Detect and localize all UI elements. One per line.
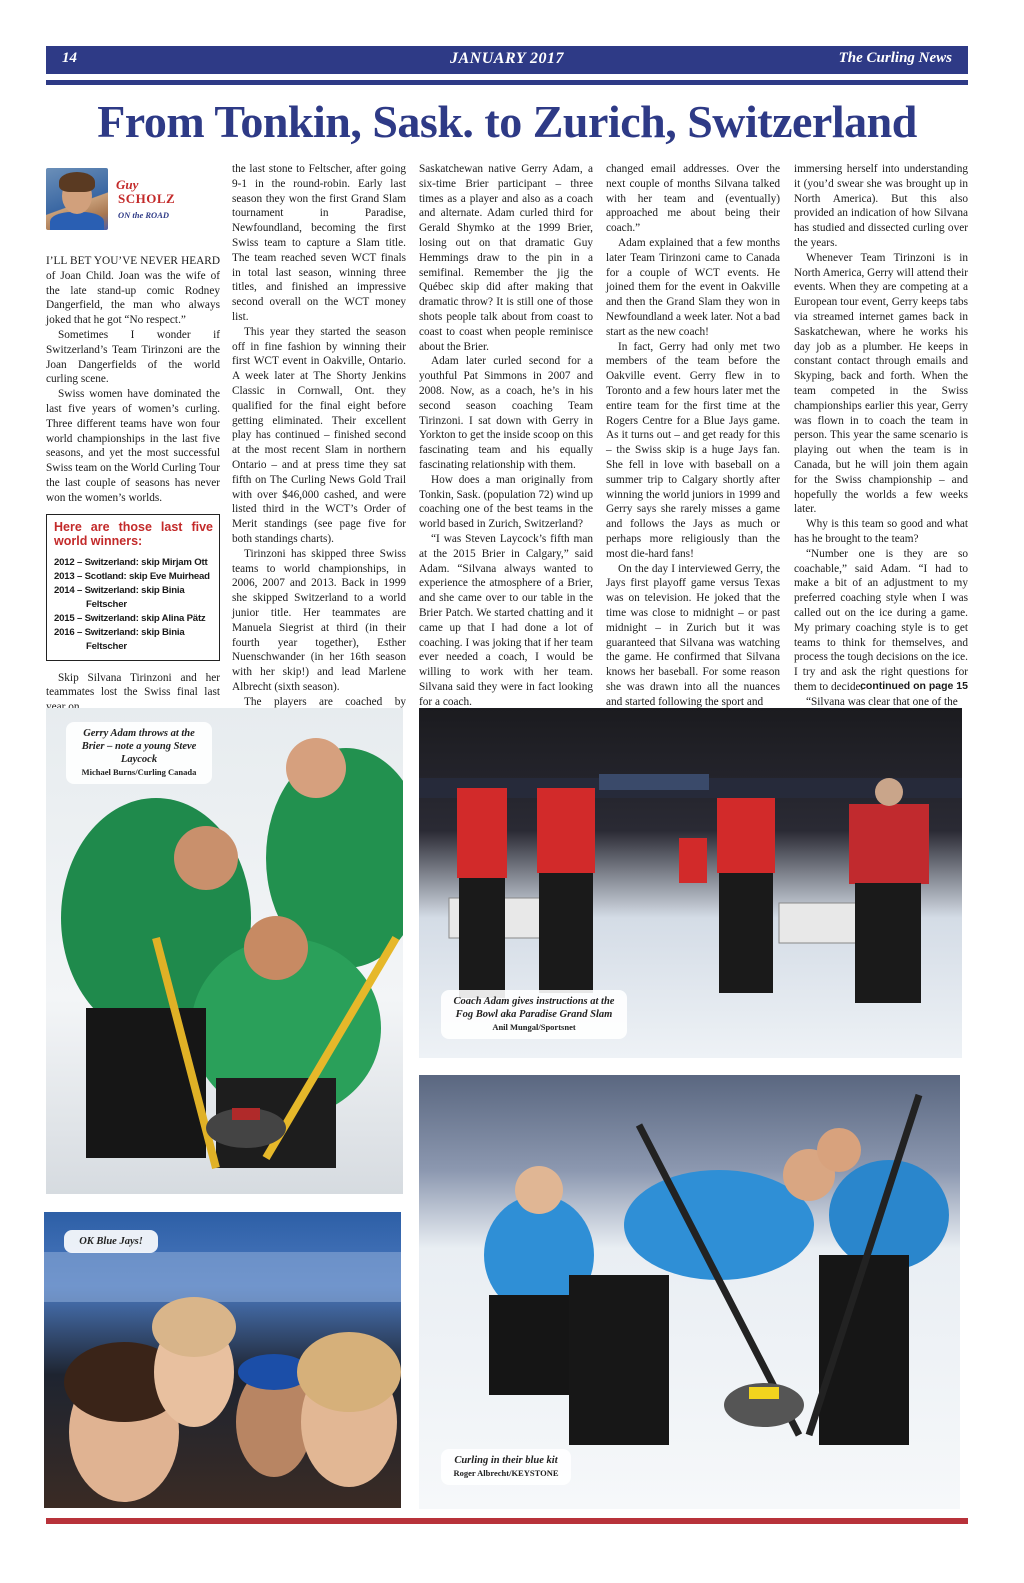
footer-divider [46, 1518, 968, 1524]
photo-caption: OK Blue Jays! [64, 1230, 158, 1253]
winner-item: 2014 – Switzerland: skip Binia Feltscher [54, 584, 185, 610]
article-paragraph: Adam explained that a few months later Team Tirinzoni came to Canada for a couple of WCT events. He joined them for the event in Oakville and then the Grand Slam they won in Newfoundland a week later. Not a bad start as the new coach! [606, 236, 780, 338]
photo-coach-instructions [419, 708, 962, 1058]
header-divider [46, 80, 968, 85]
photo-caption: Gerry Adam throws at the Brier – note a young Steve Laycock Michael Burns/Curling Canada [66, 722, 212, 784]
article-column-1 [46, 162, 220, 715]
article-paragraph: Skip Silvana Tirinzoni and her teammates lost the Swiss final last [46, 671, 220, 699]
article-paragraph: Why is this team so good and what has he brought to the team? [794, 518, 968, 545]
column-tag: ON the ROAD [118, 210, 170, 220]
article-column-3 [419, 162, 593, 724]
winners-title: Here are those last five world winners: [54, 519, 213, 548]
photo-caption: Coach Adam gives instructions at the Fog Bowl aka Paradise Grand Slam Anil Mungal/Sportsnet [441, 990, 627, 1039]
masthead-bar [46, 46, 968, 74]
photo-brier-throw [46, 708, 403, 1194]
article-paragraph: “Number one is they are so coachable,” said Adam. “I had to make a bit of an adjustment to my preferred coaching style when I was called out on the ice during a game. My primary coaching style is to get teams to think for themselves, and process the tough decisions on the ice. I try and ask the right questions for them to decide. [794, 547, 968, 693]
issue-date: JANUARY 2017 [449, 50, 564, 67]
article-paragraph: Adam later curled second for a youthful Pat Simmons in 2007 and 2008. Now, as a coach, he’s in his second season coaching Team Tirinzoni. I sat down with Gerry in Yorkton to get the inside scoop on this fascinating team and his equally fascinating relationship with them. [419, 355, 593, 471]
article-paragraph: Sometimes I wonder if Switzerland’s Team Tirinzoni are the Joan Dangerfields of the world curling scene. [46, 328, 220, 386]
continued-link[interactable]: continued on page 15 [860, 680, 968, 692]
article-paragraph: In fact, Gerry had only met two members of the team before the Oakville event. Gerry flew in to Toronto and a few hours later met the entire team for the first time at the Rogers Centre for a Blue Jays game. As it turns out – and get ready for this – the Swiss skip is a huge Jays fan. She fell in love with baseball on a summer trip to Calgary shortly after winning the world juniors in 1999 and Gerry says she rarely misses a game and follows the Jays as much or perhaps more religiously than the most die-hard fans! [606, 340, 780, 560]
article-paragraph: Tirinzoni has skipped three Swiss teams to world championships, in 2006, 2007 and 2013. Back in 1999 she skipped Switzerland to a world junior title. Her teammates are Manuela Siegrist at third (in their fourth year together), Esther Nuenschwander (in her 16th season with her skip!) and lead Marlene Albrecht (sixth season). [232, 547, 406, 693]
photo-blue-jays [44, 1212, 401, 1508]
article-paragraph: How does a man originally from Tonkin, Sask. (population 72) wind up coaching one of the best teams in the world based in Zurich, Switzerland? [419, 473, 593, 531]
article-column-2 [232, 162, 406, 724]
winners-list [54, 556, 213, 654]
byline [46, 162, 220, 254]
author-last-name: SCHOLZ [118, 191, 176, 206]
photo-illustration [419, 1075, 960, 1509]
article-paragraph: immersing herself into understanding it (you’d swear she was brought up in North America). But this also provided an indication of how Silvana has studied and dissected curling over the years. [794, 163, 968, 249]
winners-sidebar [46, 514, 220, 661]
article-paragraph: This year they started the season off in fine fashion by winning their first WCT event in Oakville, Ontario. A week later at The Shorty Jenkins Classic in Cornwall, Ont. they qualified for the final eight before getting eliminated. Their excellent play has continued – finished second at the most recent Slam in northern Ontario – and at press time they sat fifth on The Curling News Gold Trail with over $46,000 cashed, and were listed third in the WCT’s Order of Merit standings (see page five for both standings charts). [232, 325, 406, 545]
article-paragraph: the last stone to Feltscher, after going 9-1 in the round-robin. Early last season they won the first Grand Slam tournament in Paradise, Newfoundland, becoming the first Swiss team to capture a Slam title. The team reached seven WCT finals in total last season, winning three titles, and finished an impressive second overall on the WCT money list. [232, 163, 406, 323]
winner-item: 2013 – Scotland: skip Eve Muirhead [54, 570, 210, 582]
page-number: 14 [62, 50, 77, 66]
article-paragraph: On the day I interviewed Gerry, the Jays first playoff game versus Texas was on television. He joked that the time was close to midnight – or past midnight – in Zurich but it was guaranteed that Silvana was watching the game. He confirmed that Silvana knows her baseball. For some reason she was drawn into all the nuances and started following the sport and [606, 562, 780, 708]
winner-item: 2015 – Switzerland: skip Alina Pätz [54, 612, 206, 624]
article-paragraph: “I was Steven Laycock’s fifth man at the 2015 Brier in Calgary,” said Adam. “Silvana always wanted to experience the atmosphere of a Brier, and she came over to our table in the Brier Patch. We started chatting and it came up that I had done a lot of coaching. I was joking that if her team ever needed a coach, I would be willing to work with her team. Silvana said they were in fact looking for a coach. [419, 532, 593, 708]
article-paragraph: “Silvana was clear that one of the [806, 695, 958, 708]
article-column-4 [606, 162, 780, 709]
author-headshot [46, 168, 108, 230]
photo-caption: Curling in their blue kit Roger Albrecht/KEYSTONE [441, 1449, 571, 1485]
photo-blue-kit [419, 1075, 960, 1509]
winner-item: 2016 – Switzerland: skip Binia Feltscher [54, 626, 185, 652]
article-paragraph: Swiss women have dominated the last five years of women’s curling. Three different teams have won four world championships in the last five seasons, and yet the most successful Swiss team on the World Curling Tour the last couple of seasons has never won the women’s worlds. [46, 388, 220, 504]
page-title: From Tonkin, Sask. to Zurich, Switzerland [97, 96, 917, 147]
author-first-name: Guy [116, 177, 139, 192]
winner-item: 2012 – Switzerland: skip Mirjam Ott [54, 556, 208, 568]
article-column-5 [794, 162, 968, 709]
article-paragraph: I’LL BET YOU’VE NEVER HEARD of Joan Child. Joan was the wife of the late stand-up comic Rodney Dangerfield, the man who always joked that he got “No respect.” [46, 255, 220, 327]
article-paragraph: Saskatchewan native Gerry Adam, a six-time Brier participant – three times as a player and also as a coach and alternate. Adam curled third for Gerald Shymko at the 1999 Brier, losing out on that dramatic Guy Hemmings draw to the pin in a semifinal. Remember the jig the Québec skip did after making that dramatic throw? It is still one of those shots people talk about from coast to coast to coast when people reminisce about the Brier. [419, 163, 593, 353]
publication-name: The Curling News [838, 50, 952, 66]
article-paragraph: Whenever Team Tirinzoni is in North America, Gerry will attend their events. When they are competing at a European tour event, Gerry keeps tabs via streamed internet games back in Saskatchewan, where he works his day job as a plumber. He keeps in constant contact through emails and Skyping, back and forth. When the team competed in the Swiss championships earlier this year, Gerry was flown in to coach the team in person. This year the same scenario is playing out when the team is in Canada, but he will join them again for the Swiss championship – and hopefully the worlds a few weeks later. [794, 251, 968, 516]
article-paragraph: The players are coached by [244, 695, 406, 708]
article-paragraph: changed email addresses. Over the next couple of months Silvana talked with her team and (eventually) approached me about being their coach.” [606, 163, 780, 235]
photo-illustration [44, 1212, 401, 1508]
